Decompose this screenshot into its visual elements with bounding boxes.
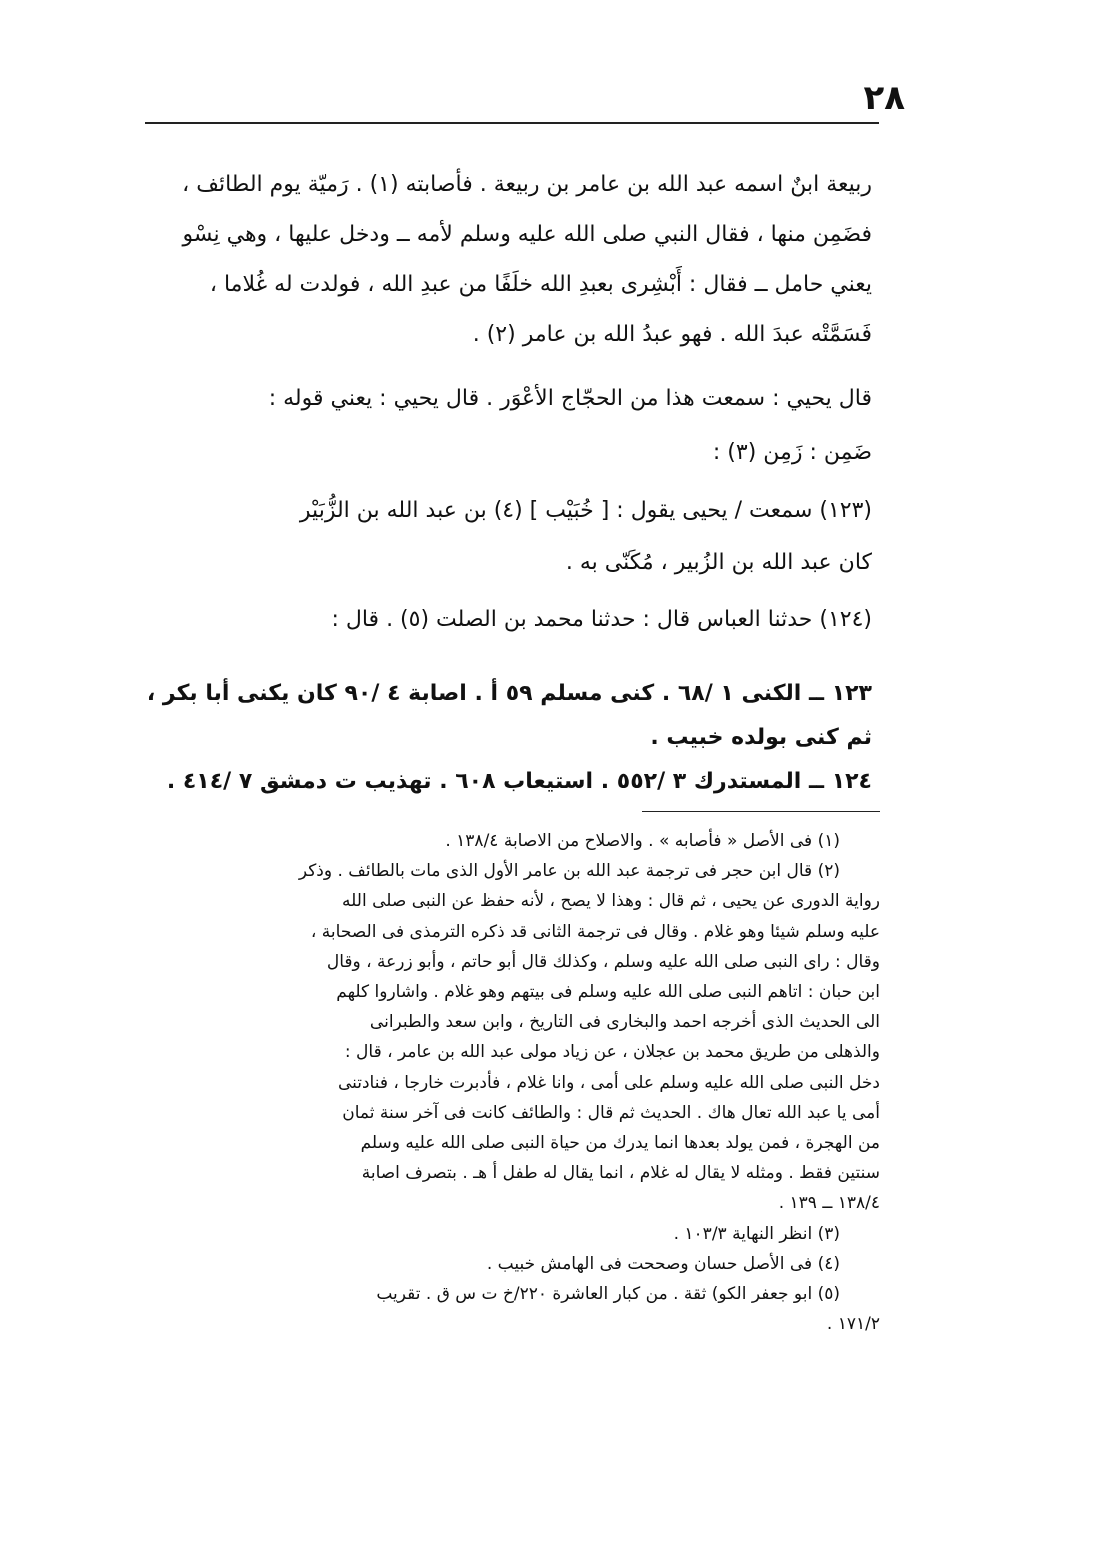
footnote-line: (٢) قال ابن حجر فى ترجمة عبد الله بن عامر الأول الذى مات بالطائف . وذكر [298,861,840,882]
paragraph-line: ربيعة ابنٌ اسمه عبد الله بن عامر بن ربيعة . فأصابته (١) . رَميّة يوم الطائف ، [182,172,872,197]
footnote-line: (١) فى الأصل « فأصابه » . والاصلاح من الاصابة ١٣٨/٤ . [445,831,840,851]
paragraph-line: قال يحيي : سمعت هذا من الحجّاج الأعْوَر . قال يحيي : يعني قوله : [268,386,872,411]
footnote-line: ١٣٨/٤ ــ ١٣٩ . [778,1193,880,1214]
footnote-line: سنتين فقط . ومثله لا يقال له غلام ، انما يقال له طفل أ هـ . بتصرف اصابة [361,1163,880,1184]
paragraph-line: يعني حامل ــ فقال : أَبْشِرى بعبدِ الله خلَفًا من عبدِ الله ، فولدت له غُلاما ، [209,272,872,297]
footnote-line: من الهجرة ، فمن يولد بعدها انما يدرك من حياة النبى صلى الله عليه وسلم [360,1133,880,1154]
paragraph-line: ضَمِن : زَمِن (٣) : [712,440,872,465]
footnote-line: ابن حبان : اتاهم النبى صلى الله عليه وسلم فى بيتهم وهو غلام . واشاروا كلهم [336,982,880,1003]
footnotes [130,826,880,1339]
paragraph-2 [150,372,872,480]
paragraph-3 [150,485,872,589]
source-note-line: ١٢٤ ــ المستدرك ٣ /٥٥٢ . استيعاب ٦٠٨ . تهذيب ت دمشق ٧ /٤١٤ . [166,769,872,794]
footnote-line: (٤) فى الأصل حسان وصححت فى الهامش خبيب . [486,1253,840,1274]
paragraph-line: فَسَمَّتْه عبدَ الله . فهو عبدُ الله بن عامر (٢) . [472,322,872,347]
page-number: ٢٨ [863,78,905,118]
source-note-124 [150,760,872,804]
paragraph-line: (١٢٤) حدثنا العباس قال : حدثنا محمد بن الصلت (٥) . قال : [331,607,872,632]
paragraph-1 [150,160,872,360]
footnote-line: (٥) ابو جعفر الكو) ثقة . من كبار العاشرة ٢٢٠/خ ت س ق . تقريب [376,1284,840,1305]
footnote-line: أمى يا عبد الله تعال هاك . الحديث ثم قال : والطائف كانت فى آخر سنة ثمان [342,1102,880,1123]
footnote-line: دخل النبى صلى الله عليه وسلم على أمى ، وانا غلام ، فأدبرت خارجا ، فنادتنى [337,1072,880,1093]
footnote-rule [642,811,880,812]
footnote-line: (٣) انظر النهاية ١٠٣/٣ . [673,1223,840,1244]
footnote-line: ١٧١/٢ . [826,1314,880,1335]
paragraph-line: (١٢٣) سمعت / يحيى يقول : [ خُبَيْب ] (٤) بن عبد الله بن الزُّبَيْر [299,498,872,523]
footnote-line: الى الحديث الذى أخرجه احمد والبخارى فى التاريخ ، وابن سعد والطبرانى [369,1012,880,1033]
header-rule [145,122,879,124]
paragraph-line: فضَمِن منها ، فقال النبي صلى الله عليه وسلم لأمه ــ ودخل عليها ، وهي نِسْو [182,222,872,247]
paragraph-line: كان عبد الله بن الزُبير ، مُكَنّى به . [565,550,872,575]
source-note-line: ١٢٣ ــ الكنى ١ /٦٨ . كنى مسلم ٥٩ أ . اصابة ٤ /٩٠ كان يكنى أبا بكر ، [146,681,872,706]
footnote-line: عليه وسلم شيئا وهو غلام . وقال فى ترجمة الثانى قد ذكره الترمذى فى الصحابة ، [310,921,880,942]
footnote-line: وقال : راى النبى صلى الله عليه وسلم ، وكذلك قال أبو حاتم ، وأبو زرعة ، وقال [326,951,880,972]
footnote-line: والذهلى من طريق محمد بن عجلان ، عن زياد مولى عبد الله بن عامر ، قال : [344,1042,880,1063]
footnote-line: رواية الدورى عن يحيى ، ثم قال : وهذا لا يصح ، لأنه حفظ عن النبى صلى الله [342,891,880,912]
paragraph-4 [150,595,872,645]
source-note-123 [146,672,872,760]
source-note-line: ثم كنى بولده خبيب . [650,725,872,750]
